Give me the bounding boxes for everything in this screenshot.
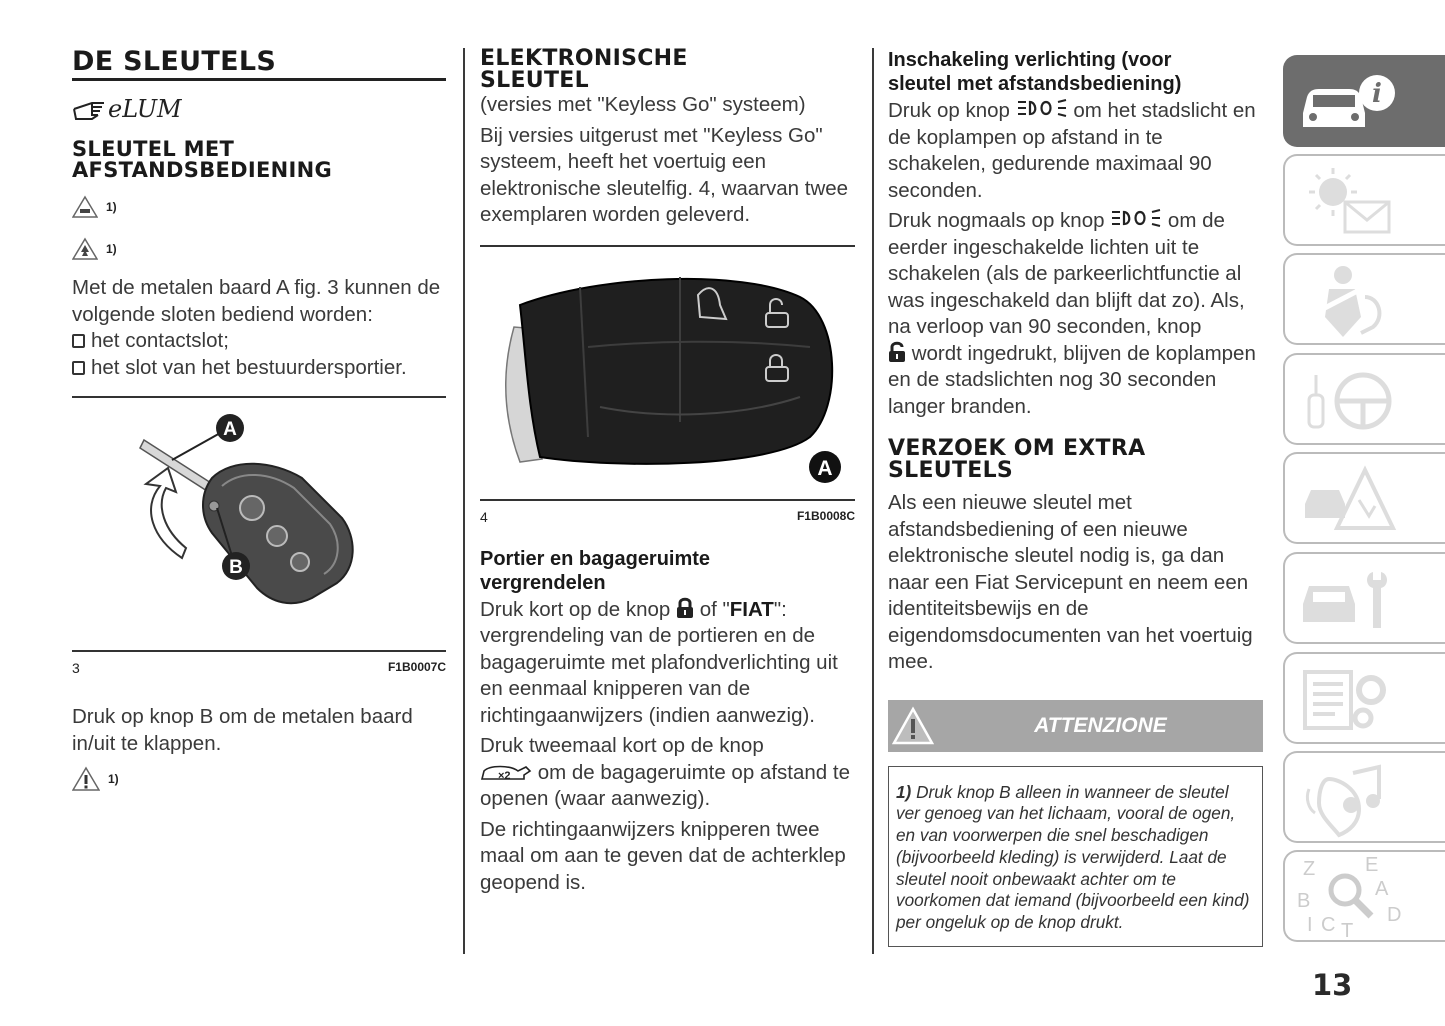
paragraph: Druk op knop B om de metalen baard in/uit te klappen. (72, 705, 413, 755)
column-3 (888, 48, 1263, 947)
column-divider (872, 48, 874, 954)
column-1 (72, 48, 446, 797)
trunk-x2-icon: ×2 (480, 761, 532, 783)
tab-multimedia[interactable] (1283, 751, 1445, 843)
warning-lights-icon (1299, 162, 1399, 242)
tab-maintenance[interactable] (1283, 552, 1445, 644)
multimedia-icon (1299, 759, 1399, 839)
attention-banner (888, 700, 1263, 752)
figure-code: F1B0007C (387, 660, 446, 674)
note-text: Druk knop B alleen in wanneer de sleutel ver genoeg van het lichaam, vooral de ogen, en van voorwerpen die snel beschadigen (bijvoorbeeld kleding) is verwijderd. Laat de sleutel nooit onbewaakt achter om te voorkomen dat iemand (bijvoorbeeld een kind) per ongeluk op de knop drukt. (896, 781, 1250, 933)
warning-ref: 1) (106, 200, 117, 214)
lights-icon (1016, 98, 1068, 120)
subtitle: (versies met "Keyless Go" systeem) (480, 93, 806, 116)
column-2 (480, 48, 855, 896)
flip-key-illustration (72, 398, 446, 650)
technical-data-icon (1299, 660, 1399, 740)
index-icon: Z E A B D I C T (1297, 854, 1402, 942)
environment-warning-icon (72, 237, 98, 261)
section-title-extra-keys: VERZOEK OM EXTRA SLEUTELS (888, 436, 1146, 483)
tab-safety[interactable] (1283, 253, 1445, 345)
label-a: A (817, 456, 833, 480)
car-info-icon (1297, 63, 1397, 143)
key-steering-icon (1299, 361, 1399, 441)
paragraph: Druk kort op de knop of "FIAT": vergrendeling van de portieren en de bagageruimte met plafondverlichting uit en eenmaal knipperen van de richtingaanwijzers (indien aanwezig). (480, 597, 838, 727)
figure-caption (480, 501, 855, 525)
svg-text:i: i (1372, 79, 1382, 109)
electronic-key-illustration (480, 247, 855, 499)
section-title-remote-key: SLEUTEL MET AFSTANDSBEDIENING (72, 137, 333, 182)
pointing-hand-icon (72, 97, 106, 121)
padlock-open-icon (888, 341, 906, 363)
padlock-closed-icon (676, 597, 694, 619)
bullet-square-icon (72, 361, 85, 375)
warning-ref: 1) (108, 772, 119, 786)
tab-technical-data[interactable] (1283, 652, 1445, 744)
car-warning-icon (72, 195, 98, 219)
figure-number: 3 (72, 660, 80, 676)
note-number: 1) (896, 781, 912, 802)
attention-label: ATTENZIONE (1034, 713, 1167, 737)
car-maintenance-icon (1299, 560, 1399, 640)
attention-note (888, 766, 1263, 948)
elum-text: eLUM (108, 95, 182, 123)
lights-icon (1110, 208, 1162, 230)
paragraph: De richtingaanwijzers knipperen twee maal om aan te geven dat de achterklep geopend is. (480, 817, 846, 894)
figure-code: F1B0008C (796, 508, 855, 523)
tab-car-info[interactable] (1283, 55, 1445, 147)
paragraph: Druk tweemaal kort op de knop ×2 om de bagageruimte op afstand te openen (waar aanwezig). (480, 734, 850, 810)
paragraph: Druk op knop om het stadslicht en de koplampen op afstand in te schakelen, gedurende maximaal 90 seconden. (888, 99, 1256, 202)
subheading-lock: Portier en bagageruimte vergrendelen (480, 547, 711, 594)
bullet-square-icon (72, 334, 85, 348)
tab-warning-lights[interactable] (1283, 154, 1445, 246)
warning-ref-row (72, 761, 446, 797)
label-a: A (223, 419, 237, 440)
subheading-lighting: Inschakeling verlichting (voor sleutel met afstandsbediening) (888, 49, 1182, 95)
paragraph: Met de metalen baard A fig. 3 kunnen de volgende sloten bediend worden: (72, 276, 441, 326)
tab-emergency[interactable] (1283, 452, 1445, 544)
paragraph: Als een nieuwe sleutel met afstandsbediening of een nieuwe elektronische sleutel nodig is, ga dan naar een Fiat Servicepunt en neem een identiteitsbewijs en de eigendomsdocumenten van het voertuig mee. (888, 491, 1253, 673)
tab-index[interactable] (1283, 850, 1445, 942)
figure-4-electronic-key (480, 247, 855, 499)
figure-caption (72, 652, 446, 676)
tab-key-steering[interactable] (1283, 353, 1445, 445)
page-title: DE SLEUTELS (72, 48, 446, 81)
figure-number: 4 (480, 508, 488, 525)
warning-triangle-icon (72, 766, 100, 792)
warning-ref: 1) (106, 242, 117, 256)
list-item: het contactslot; (72, 328, 446, 355)
label-b: B (229, 557, 243, 578)
column-divider (463, 48, 465, 954)
safety-airbag-icon (1299, 261, 1399, 341)
warning-ref-row (72, 189, 446, 225)
page-number: 13 (1312, 968, 1353, 1002)
warning-ref-row (72, 231, 446, 267)
list-item: het slot van het bestuurdersportier. (72, 355, 446, 382)
elum-brand-mark (72, 89, 446, 129)
figure-3-flip-key (72, 398, 446, 650)
paragraph: Bij versies uitgerust met "Keyless Go" systeem, heeft het voertuig een elektronische sleutelfig. 4, waarvan twee exemplaren worden geleverd. (480, 123, 849, 226)
section-title-electronic-key: ELEKTRONISCHE SLEUTEL (480, 46, 688, 93)
emergency-icon (1299, 460, 1399, 540)
paragraph: Druk nogmaals op knop om de eerder ingeschakelde lichten uit te schakelen (als de parkeerlichtfunctie al was ingeschakeld dan blijft dat zo). Als, na verloop van 90 seconden, knop wordt ingedrukt, blijven de koplampen en de stadslichten nog 30 seconden langer branden. (888, 209, 1256, 418)
